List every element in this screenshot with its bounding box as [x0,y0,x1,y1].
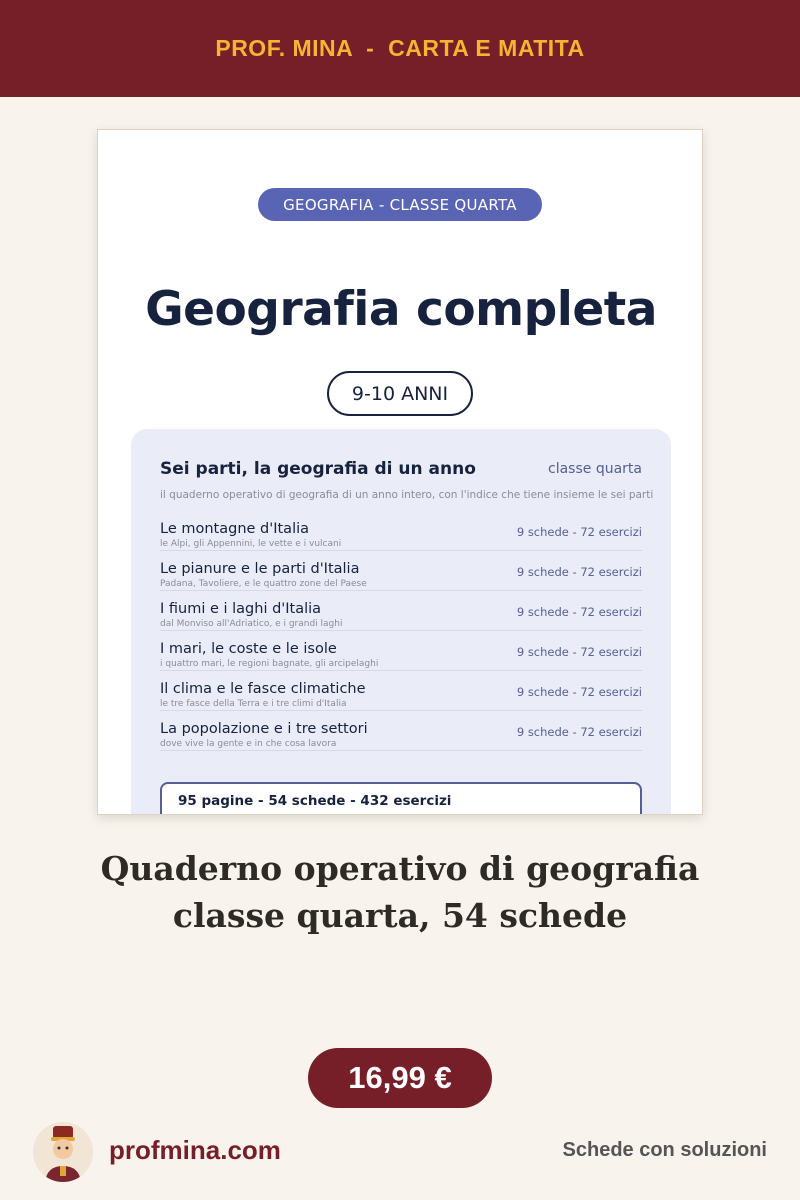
part-title: La popolazione e i tre settori [160,721,368,737]
part-title: Il clima e le fasce climatiche [160,681,366,697]
part-subtitle: dove vive la gente e in che cosa lavora [160,739,337,749]
part-title: I fiumi e i laghi d'Italia [160,601,322,617]
parts-list [160,511,642,751]
part-subtitle: i quattro mari, le regioni bagnate, gli arcipelaghi [160,659,379,669]
tagline: Schede con soluzioni [562,1139,767,1161]
product-title-line: classe quarta, 54 schede [172,896,628,935]
part-count: 9 schede - 72 esercizi [516,725,642,739]
part-subtitle: Padana, Tavoliere, e le quattro zone del Paese [160,579,367,589]
part-subtitle: le tre fasce della Terra e i tre climi d'Italia [160,699,347,709]
part-subtitle: dal Monviso all'Adriatico, e i grandi laghi [160,619,343,629]
site-link[interactable]: profmina.com [109,1135,281,1165]
contents-panel [131,429,671,815]
part-title: I mari, le coste e le isole [160,641,337,657]
list-item [160,551,642,591]
list-item [160,631,642,671]
product-title-line: Quaderno operativo di geografia [100,849,700,888]
panel-class-label: classe quarta [548,461,642,477]
brand-title: PROF. MINA - CARTA E MATITA [215,35,585,61]
list-item [160,511,642,551]
part-title: Le montagne d'Italia [160,521,310,537]
panel-description: il quaderno operativo di geografia di un anno intero, con l'indice che tiene insieme le sei parti [160,489,654,501]
list-item [160,591,642,631]
top-banner [0,0,800,97]
stats-text: 95 pagine - 54 schede - 432 esercizi [178,793,452,809]
professor-icon [33,1122,93,1182]
author-avatar [33,1122,93,1182]
part-count: 9 schede - 72 esercizi [516,605,642,619]
cover-title: Geografia completa [145,282,657,337]
part-count: 9 schede - 72 esercizi [516,685,642,699]
part-count: 9 schede - 72 esercizi [516,565,642,579]
list-item [160,711,642,751]
part-count: 9 schede - 72 esercizi [516,525,642,539]
panel-title: Sei parti, la geografia di un anno [160,459,476,479]
list-item [160,671,642,711]
price-badge[interactable]: 16,99 € [308,1048,492,1108]
stats-box [160,782,642,815]
product-title [0,845,800,939]
age-badge: 9-10 ANNI [327,371,473,416]
part-title: Le pianure e le parti d'Italia [160,561,360,577]
product-cover-image[interactable] [97,129,703,815]
subject-pill: GEOGRAFIA - CLASSE QUARTA [258,188,542,221]
part-subtitle: le Alpi, gli Appennini, le vette e i vulcani [160,539,342,549]
part-count: 9 schede - 72 esercizi [516,645,642,659]
